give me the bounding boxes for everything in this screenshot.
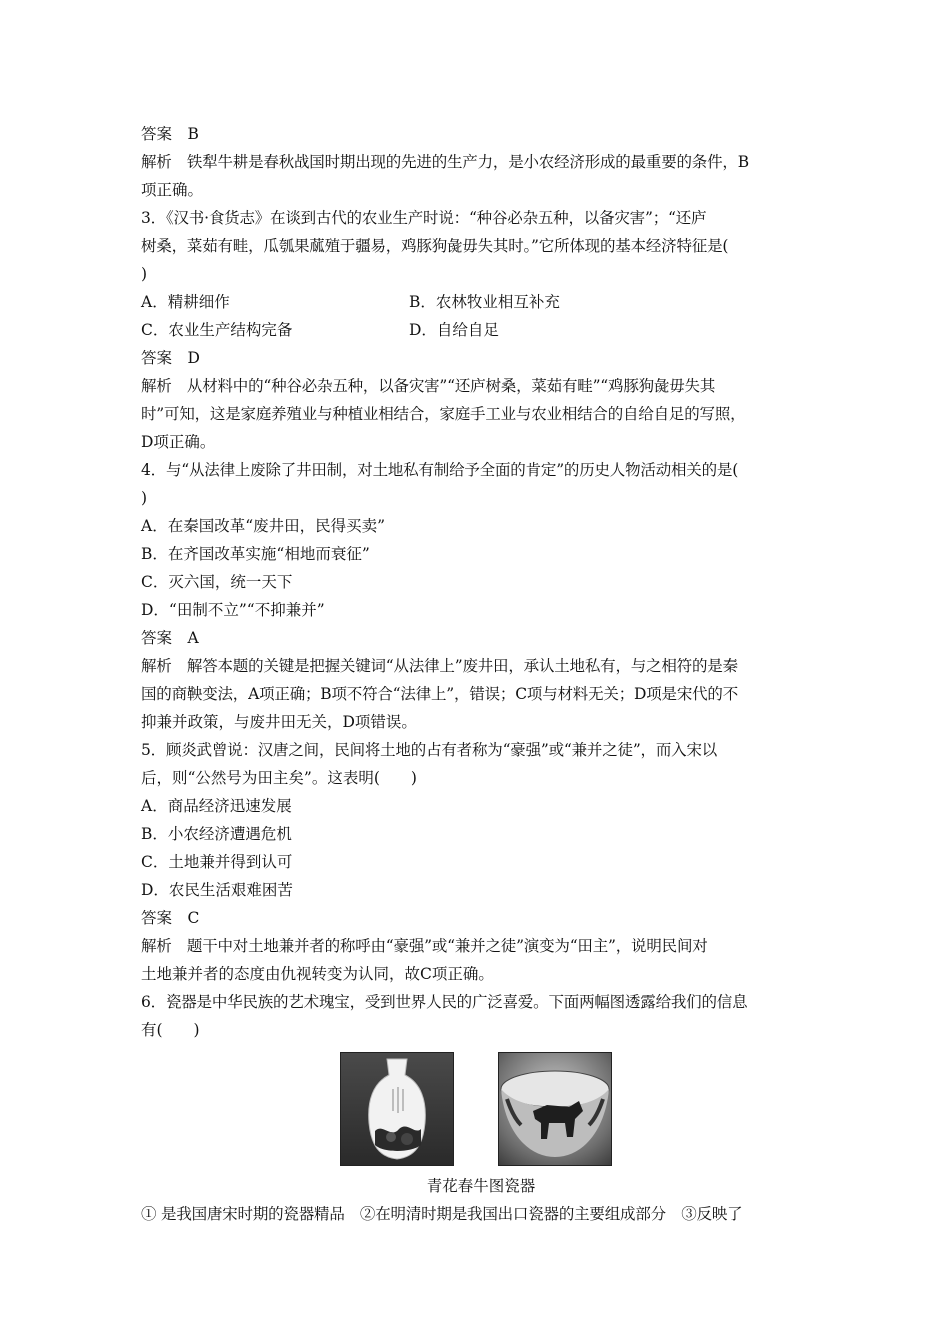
bowl-image [499, 1053, 611, 1165]
q2-analysis-line: 解析 铁犁牛耕是春秋战国时期出现的先进的生产力，是小农经济形成的最重要的条件，B [141, 153, 749, 171]
q3-analysis-line: 时”可知，这是家庭养殖业与种植业相结合，家庭手工业与农业相结合的自给自足的写照， [141, 405, 746, 423]
q5-analysis-line: 解析 题干中对土地兼并者的称呼由“豪强”或“兼并之徒”演变为“田主”，说明民间对 [141, 937, 708, 955]
q4-stem-line: ) [141, 489, 148, 507]
q3-stem-line: 3．《汉书·食货志》在谈到古代的农业生产时说：“种谷必杂五种，以备灾害”；“还庐 [141, 209, 707, 227]
q3-option-b: B．农林牧业相互补充 [409, 293, 560, 311]
q5-option-d: D．农民生活艰难困苦 [141, 881, 293, 899]
q4-analysis-line: 国的商鞅变法，A项正确；B项不符合“法律上”，错误；C项与材料无关；D项是宋代的不 [141, 685, 739, 703]
q5-analysis-line: 土地兼并者的态度由仇视转变为认同，故C项正确。 [141, 965, 494, 983]
q3-options-row [141, 288, 821, 316]
q3-analysis-line: D项正确。 [141, 433, 216, 451]
q3-option-a: A．精耕细作 [141, 293, 230, 311]
bowl-photo [498, 1052, 612, 1166]
q4-analysis-line: 抑兼并政策，与废井田无关，D项错误。 [141, 713, 417, 731]
q6-statements-line: ① 是我国唐宋时期的瓷器精品 ②在明清时期是我国出口瓷器的主要组成部分 ③反映了 [141, 1205, 743, 1223]
q4-stem-line: 4．与“从法律上废除了井田制，对土地私有制给予全面的肯定”的历史人物活动相关的是( [141, 461, 739, 479]
q3-answer: 答案 D [141, 349, 200, 367]
q4-option-a: A．在秦国改革“废井田，民得买卖” [141, 517, 386, 535]
q3-options-row [141, 316, 821, 344]
q6-stem-line: 有( ) [141, 1021, 200, 1039]
vase-photo [340, 1052, 454, 1166]
q3-stem-line: 树桑，菜茹有畦，瓜瓠果蓏殖于疆易，鸡豚狗彘毋失其时。”它所体现的基本经济特征是( [141, 237, 729, 255]
q5-option-c: C．土地兼并得到认可 [141, 853, 293, 871]
vase-image [341, 1053, 453, 1165]
q4-option-c: C．灭六国，统一天下 [141, 573, 293, 591]
porcelain-figures [141, 1052, 821, 1168]
q5-option-a: A．商品经济迅速发展 [141, 797, 292, 815]
q4-option-d: D．“田制不立”“不抑兼并” [141, 601, 325, 619]
q3-analysis-line: 解析 从材料中的“种谷必杂五种，以备灾害”“还庐树桑，菜茹有畦”“鸡豚狗彘毋失其 [141, 377, 716, 395]
q5-stem-line: 后，则“公然号为田主矣”。这表明( ) [141, 769, 417, 787]
figure-caption: 青花春牛图瓷器 [426, 1177, 536, 1195]
document-page [141, 120, 821, 1228]
q4-option-b: B．在齐国改革实施“相地而衰征” [141, 545, 370, 563]
q5-stem-line: 5．顾炎武曾说：汉唐之间，民间将土地的占有者称为“豪强”或“兼并之徒”，而入宋以 [141, 741, 718, 759]
q2-analysis-line: 项正确。 [141, 181, 204, 199]
q3-stem-line: ) [141, 265, 148, 283]
q5-option-b: B．小农经济遭遇危机 [141, 825, 292, 843]
q3-option-d: D．自给自足 [409, 321, 499, 339]
q4-answer: 答案 A [141, 629, 199, 647]
q5-answer: 答案 C [141, 909, 200, 927]
q3-option-c: C．农业生产结构完备 [141, 321, 293, 339]
q2-answer: 答案 B [141, 125, 199, 143]
q6-stem-line: 6．瓷器是中华民族的艺术瑰宝，受到世界人民的广泛喜爱。下面两幅图透露给我们的信息 [141, 993, 748, 1011]
q4-analysis-line: 解析 解答本题的关键是把握关键词“从法律上”废井田，承认土地私有，与之相符的是秦 [141, 657, 738, 675]
